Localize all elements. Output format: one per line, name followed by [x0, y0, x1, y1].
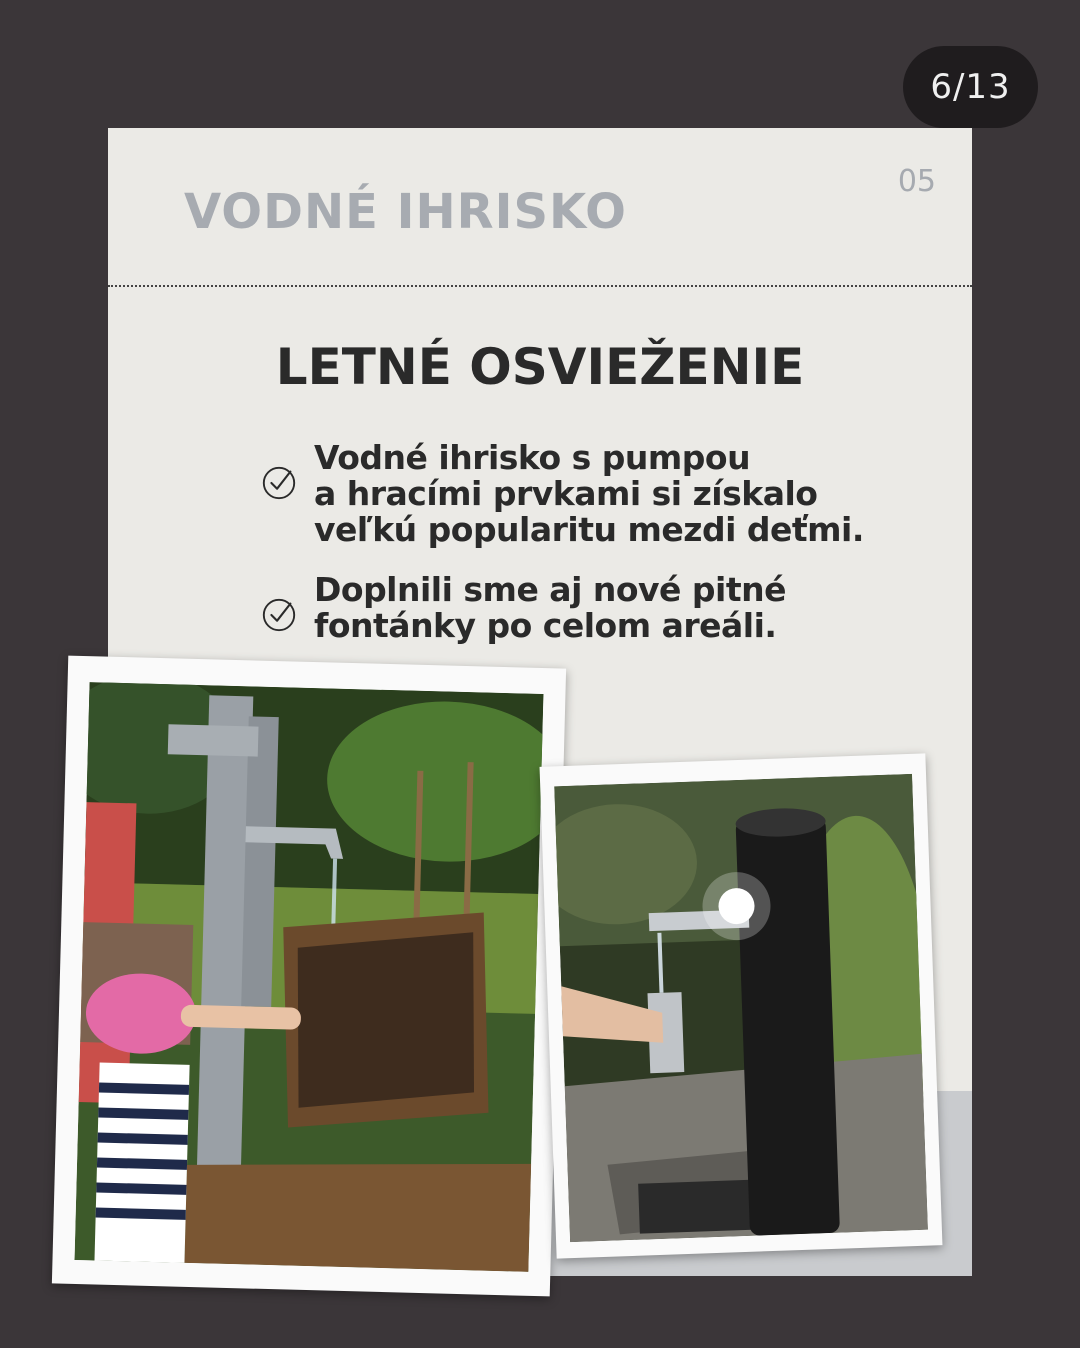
- bullet-list: [260, 440, 940, 668]
- bullet-line: veľkú popularitu mezdi deťmi.: [314, 510, 864, 549]
- bullet-line: a hracími prvkami si získalo: [314, 474, 818, 513]
- check-circle-icon: [260, 596, 298, 634]
- bullet-item: [260, 440, 940, 548]
- slide-counter: 6/13: [903, 46, 1038, 128]
- slide-number: 05: [897, 164, 936, 199]
- bullet-line: fontánky po celom areáli.: [314, 606, 777, 645]
- section-title: VODNÉ IHRISKO: [184, 184, 627, 240]
- check-circle-icon: [260, 464, 298, 502]
- water-pump-image: [74, 682, 543, 1272]
- dotted-divider: [108, 285, 972, 287]
- headline: LETNÉ OSVIEŽENIE: [275, 338, 805, 396]
- photo-drinking-fountain: [540, 753, 943, 1258]
- bullet-item: [260, 572, 940, 644]
- bullet-text: [314, 572, 786, 644]
- drinking-fountain-image: [554, 774, 928, 1242]
- photo-water-pump: [52, 656, 566, 1297]
- bullet-line: Vodné ihrisko s pumpou: [314, 438, 751, 477]
- bullet-line: Doplnili sme aj nové pitné: [314, 570, 787, 609]
- bullet-text: [314, 440, 864, 548]
